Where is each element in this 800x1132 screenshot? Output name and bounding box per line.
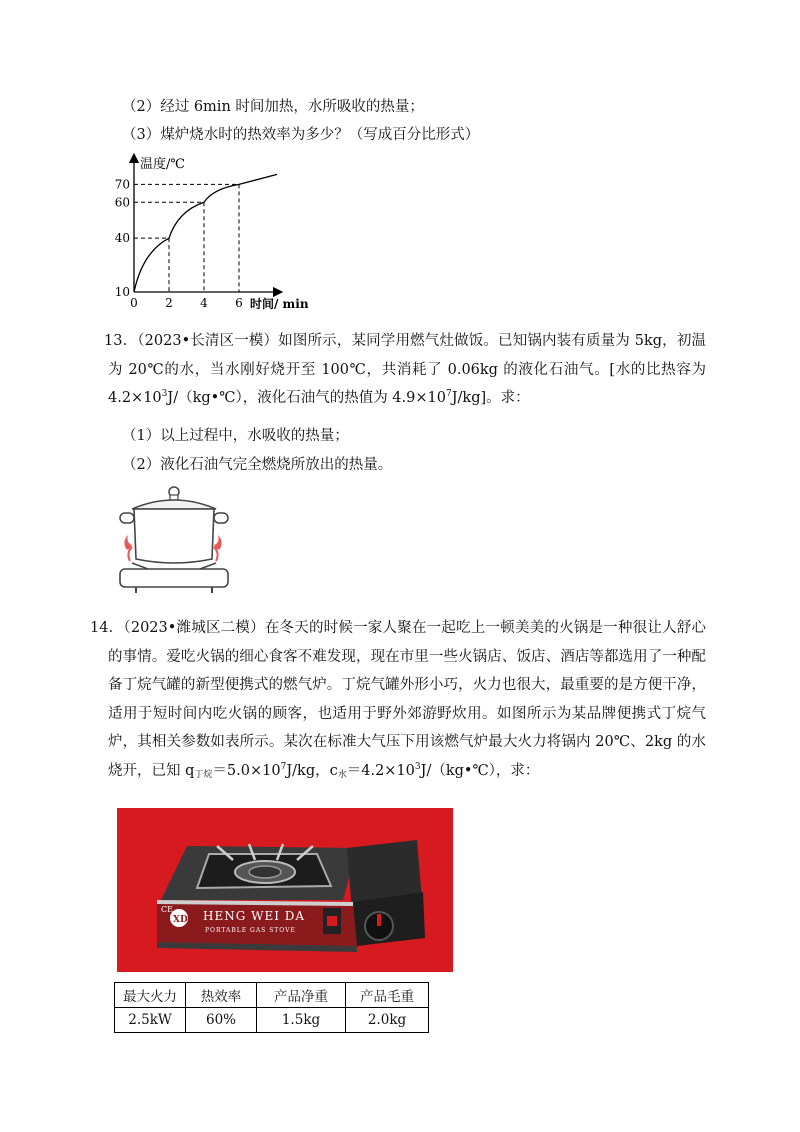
- q14-sub-q: 丁烷: [194, 769, 213, 780]
- right-handle: [214, 513, 228, 523]
- q14-source: （2023•潍城区二模）: [123, 620, 265, 636]
- q14-number: 14．: [90, 620, 124, 636]
- svg-text:XD: XD: [173, 915, 188, 925]
- q13-sub1: （1）以上过程中，水吸收的热量；: [122, 428, 349, 444]
- q13-sub2: （2）液化石油气完全燃烧所放出的热量。: [122, 457, 393, 473]
- stove-parameters-table: [114, 982, 429, 1033]
- q14-text-b: ＝5.0×10: [212, 762, 281, 779]
- pot-on-stove-illustration: [112, 483, 237, 595]
- table-header-row: [115, 983, 429, 1008]
- x-tick-label: 2: [165, 296, 173, 310]
- temperature-time-chart: [108, 150, 318, 312]
- q14-text-d: ＝4.2×10: [346, 762, 415, 779]
- q14-exp-b: 7: [280, 761, 287, 772]
- table-header-cell: 产品毛重: [346, 983, 429, 1008]
- q12-sub3: （3）煤炉烧水时的热效率为多少？（写成百分比形式）: [122, 127, 480, 143]
- left-handle: [120, 513, 134, 523]
- table-header-cell: 热效率: [186, 983, 257, 1008]
- q12-sub2: （2）经过 6min 时间加热，水所吸收的热量；: [122, 99, 424, 115]
- portable-gas-stove-photo: [117, 808, 453, 972]
- stove-subtitle: PORTABLE GAS STOVE: [205, 927, 296, 934]
- q14-stem: [90, 614, 707, 786]
- q14-exp-d: 3: [414, 761, 421, 772]
- q13-exp-a: 3: [161, 389, 168, 400]
- q14-text-c: J/kg，c: [286, 762, 338, 779]
- table-cell: 2.0kg: [346, 1008, 429, 1033]
- x-tick-label: 6: [235, 296, 243, 310]
- q14-text-e: J/（kg•℃），求：: [420, 762, 540, 779]
- table-cell: 60%: [186, 1008, 257, 1033]
- q13-text-b: J/（kg•℃），液化石油气的热值为 4.9×10: [167, 390, 446, 407]
- stove-ce-mark: CE: [161, 905, 173, 914]
- q14-sub-c: 水: [337, 769, 347, 780]
- table-header-cell: 最大火力: [115, 983, 186, 1008]
- y-axis-label: 温度/℃: [140, 157, 185, 172]
- y-tick-label: 70: [114, 177, 130, 192]
- stove-brand: HENG WEI DA: [203, 909, 306, 923]
- q13-exp-b: 7: [445, 389, 452, 400]
- q14-text-a: 在冬天的时候一家人聚在一起吃上一顿美美的火锅是一种很让人舒心的事情。爱吃火锅的细心食客不难发现，现在市里一些火锅店、饭店、酒店等都选用了一种配备丁烷气罐的新型便携式的燃气炉。丁烷气罐外形小巧，火力也很大，最重要的是方便干净，适用于短时间内吃火锅的顾客，也适用于野外郊游野炊用。如图所示为某品牌便携式丁烷气炉，其相关参数如表所示。某次在标准大气压下用该燃气炉最大火力将锅内 20℃、2kg 的水烧开，已知 q: [108, 620, 707, 779]
- q13-number: 13．: [104, 333, 138, 349]
- q13-text-c: J/kg]。求：: [451, 390, 530, 407]
- stove-base: [120, 569, 228, 587]
- q13-stem: [104, 327, 706, 413]
- table-cell: 1.5kg: [257, 1008, 346, 1033]
- y-tick-label: 40: [114, 231, 130, 246]
- table-header-cell: 产品净重: [257, 983, 346, 1008]
- table-row: [115, 1008, 429, 1033]
- pot-body: [134, 509, 214, 563]
- y-tick-label: 60: [114, 195, 130, 210]
- q13-source: （2023•长清区一模）: [137, 333, 279, 349]
- x-tick-label: 0: [130, 296, 138, 310]
- pot-lid: [132, 500, 216, 509]
- temperature-curve: [134, 174, 277, 292]
- q13-text-a: 如图所示，某同学用燃气灶做饭。已知锅内装有质量为 5kg，初温为 20℃的水，当水刚好烧开至 100℃，共消耗了 0.06kg 的液化石油气。[水的比热容为 4.2×10: [108, 333, 706, 407]
- table-cell: 2.5kW: [115, 1008, 186, 1033]
- x-axis-label: 时间/ min: [250, 297, 309, 311]
- x-tick-label: 4: [200, 296, 208, 310]
- y-tick-label: 10: [114, 285, 130, 299]
